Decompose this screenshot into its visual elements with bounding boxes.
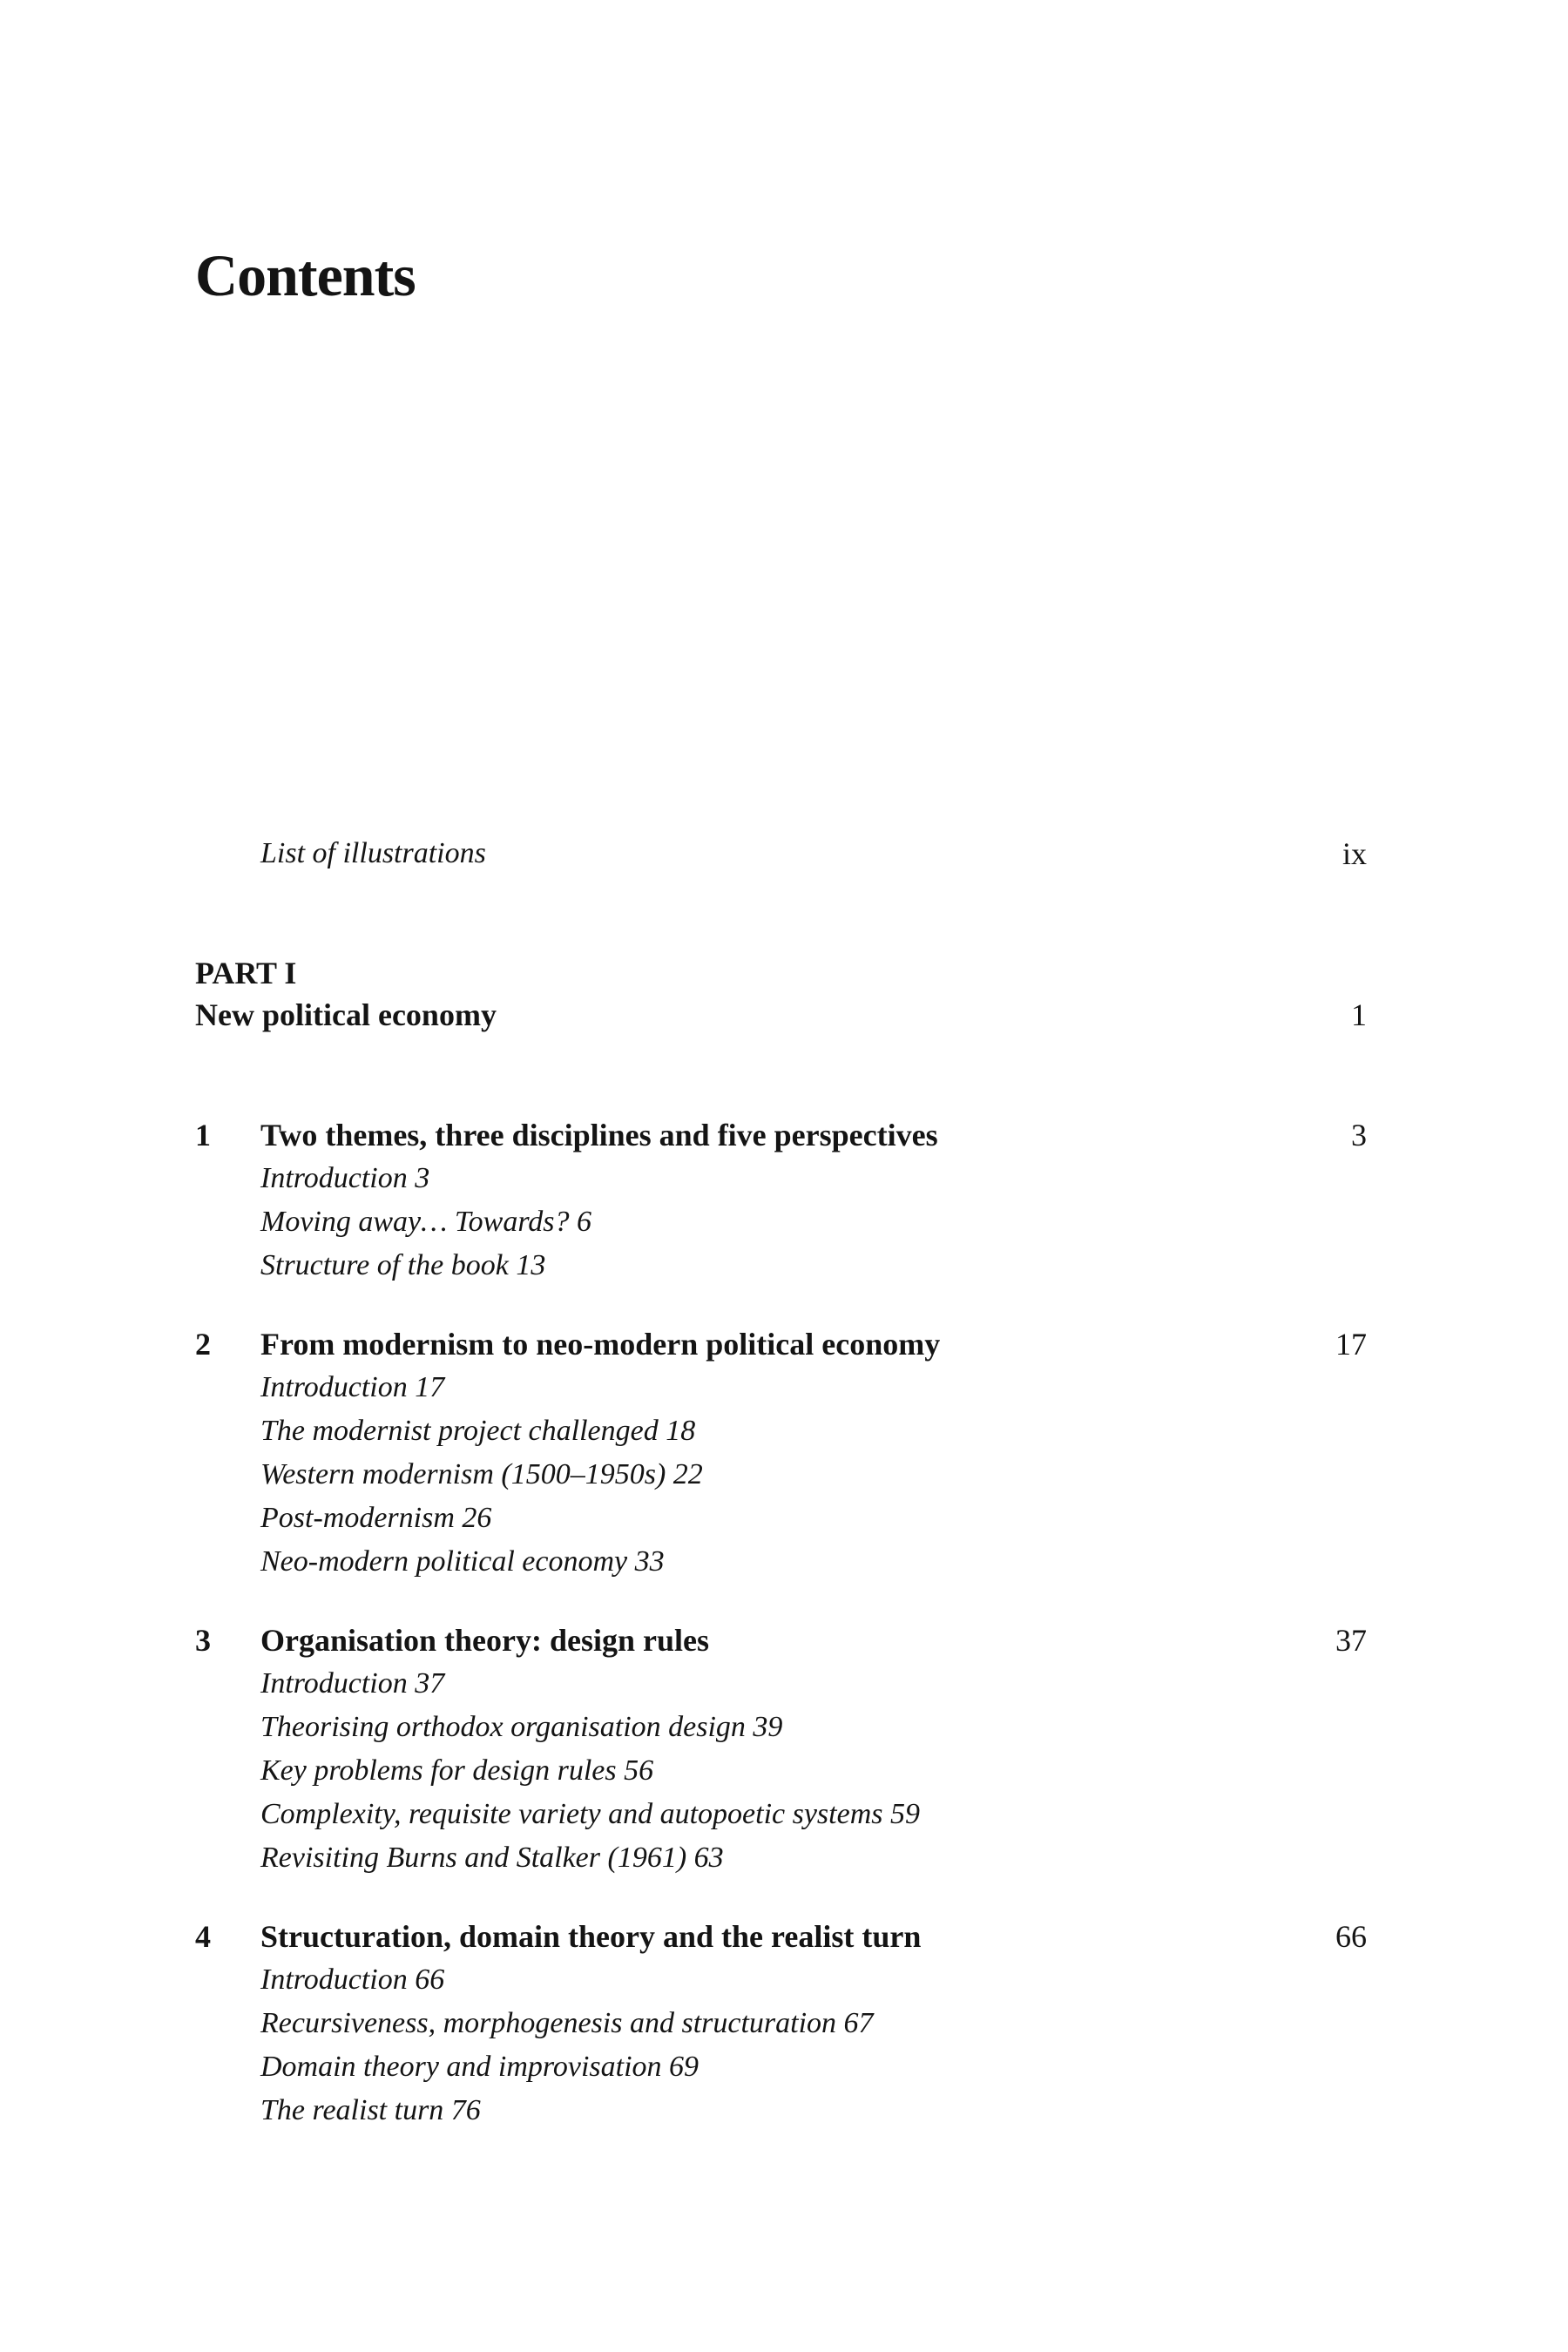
toc-section-entry[interactable]: Moving away… Towards? 6	[260, 1206, 592, 1238]
toc-entry-label: List of illustrations	[260, 837, 486, 869]
chapter-title: Organisation theory: design rules	[260, 1623, 710, 1658]
toc-page-number: ix	[1342, 836, 1367, 871]
toc-page-number: 3	[1351, 1118, 1367, 1152]
toc-entry-chapter-4[interactable]	[195, 1915, 1367, 1958]
toc-section-entry[interactable]: Domain theory and improvisation 69	[260, 2051, 700, 2083]
part-title: New political economy	[195, 997, 497, 1032]
toc-entry-chapter-3[interactable]	[195, 1619, 1367, 1662]
part-label-row	[195, 951, 1367, 995]
toc-section-entry[interactable]: Introduction 3	[260, 1162, 430, 1194]
toc-section-entry[interactable]: Introduction 66	[260, 1963, 445, 1996]
chapter-title: Structuration, domain theory and the realist turn	[260, 1919, 922, 1954]
toc-section-entry[interactable]: Western modernism (1500–1950s) 22	[260, 1458, 703, 1490]
toc-page-number: 66	[1335, 1919, 1367, 1954]
chapter-number: 4	[195, 1919, 211, 1954]
toc-section-entry[interactable]: Recursiveness, morphogenesis and structuration 67	[260, 2007, 874, 2039]
toc-section-entry[interactable]: Neo-modern political economy 33	[260, 1545, 665, 1578]
toc-page-number: 1	[1351, 997, 1367, 1032]
toc-section-entry[interactable]: Post-modernism 26	[260, 1502, 492, 1534]
chapter-number: 1	[195, 1118, 211, 1152]
chapter-number: 2	[195, 1327, 211, 1362]
toc-section-entry[interactable]: The modernist project challenged 18	[260, 1415, 696, 1447]
toc-entry-chapter-1[interactable]	[195, 1113, 1367, 1157]
toc-page-number: 17	[1335, 1327, 1367, 1362]
part-label: PART I	[195, 956, 297, 990]
toc-section-entry[interactable]: Complexity, requisite variety and autopoetic systems 59	[260, 1798, 920, 1830]
toc-section-entry[interactable]: Theorising orthodox organisation design 39	[260, 1711, 783, 1743]
toc-entry-list-of-illustrations[interactable]	[195, 832, 1367, 875]
toc-section-entry[interactable]: The realist turn 76	[260, 2094, 481, 2126]
toc-entry-chapter-2[interactable]	[195, 1322, 1367, 1366]
toc-section-entry[interactable]: Structure of the book 13	[260, 1249, 546, 1281]
toc-section-entry[interactable]: Key problems for design rules 56	[260, 1754, 654, 1787]
chapter-title: Two themes, three disciplines and five perspectives	[260, 1118, 938, 1152]
page-title: Contents	[195, 242, 416, 308]
toc-page-number: 37	[1335, 1623, 1367, 1658]
toc-section-entry[interactable]: Revisiting Burns and Stalker (1961) 63	[260, 1842, 724, 1874]
toc-entry-part-1[interactable]	[195, 993, 1367, 1037]
toc-section-entry[interactable]: Introduction 37	[260, 1667, 445, 1700]
toc-section-entry[interactable]: Introduction 17	[260, 1371, 445, 1403]
chapter-number: 3	[195, 1623, 211, 1658]
chapter-title: From modernism to neo-modern political economy	[260, 1327, 941, 1362]
